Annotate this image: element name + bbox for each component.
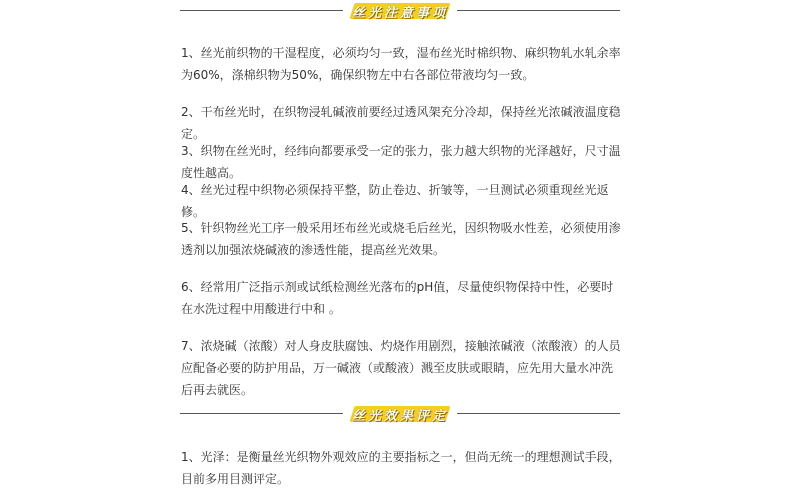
section-header-evaluation	[180, 403, 620, 425]
section-title-badge	[350, 0, 450, 22]
section-header-precautions	[180, 0, 620, 22]
paragraph-item: 1、丝光前织物的干湿程度，必须均匀一致，湿布丝光时棉织物、麻织物轧水轧余率为60%，涤棉织物为50%，确保织物左中右各部位带液均匀一致。	[181, 46, 621, 82]
section-title-badge	[350, 403, 450, 425]
section-title: 丝光效果评定	[351, 408, 448, 424]
section-title: 丝光注意事项	[351, 5, 448, 21]
paragraph-item: 4、丝光过程中织物必须保持平整，防止卷边、折皱等，一旦测试必须重现丝光返修。	[181, 183, 609, 219]
paragraph-item: 6、经常用广泛指示剂或试纸检测丝光落布的pH值，尽量使织物保持中性，必要时在水洗过程中用酸进行中和 。	[181, 280, 614, 316]
header-divider-right	[457, 10, 620, 11]
paragraph-item: 3、织物在丝光时，经纬向都要承受一定的张力，张力越大织物的光泽越好，尺寸温度性越高。	[181, 144, 621, 180]
paragraph-item: 2、干布丝光时，在织物浸轧碱液前要经过透风架充分冷却，保持丝光浓碱液温度稳定。	[181, 105, 621, 141]
paragraph-item: 1、光泽：是衡量丝光织物外观效应的主要指标之一，但尚无统一的理想测试手段，目前多用目测评定。	[181, 450, 621, 486]
paragraph-item: 5、针织物丝光工序一般采用坯布丝光或烧毛后丝光，因织物吸水性差，必须使用渗透剂以加强浓烧碱液的渗透性能，提高丝光效果。	[181, 221, 621, 257]
header-divider-left	[180, 413, 343, 414]
header-divider-left	[180, 10, 343, 11]
header-divider-right	[457, 413, 620, 414]
paragraph-item: 7、浓烧碱（浓酸）对人身皮肤腐蚀、灼烧作用剧烈，接触浓碱液（浓酸液）的人员应配备必要的防护用品，万一碱液（或酸液）溅至皮肤或眼睛，应先用大量水冲洗后再去就医。	[181, 339, 621, 397]
